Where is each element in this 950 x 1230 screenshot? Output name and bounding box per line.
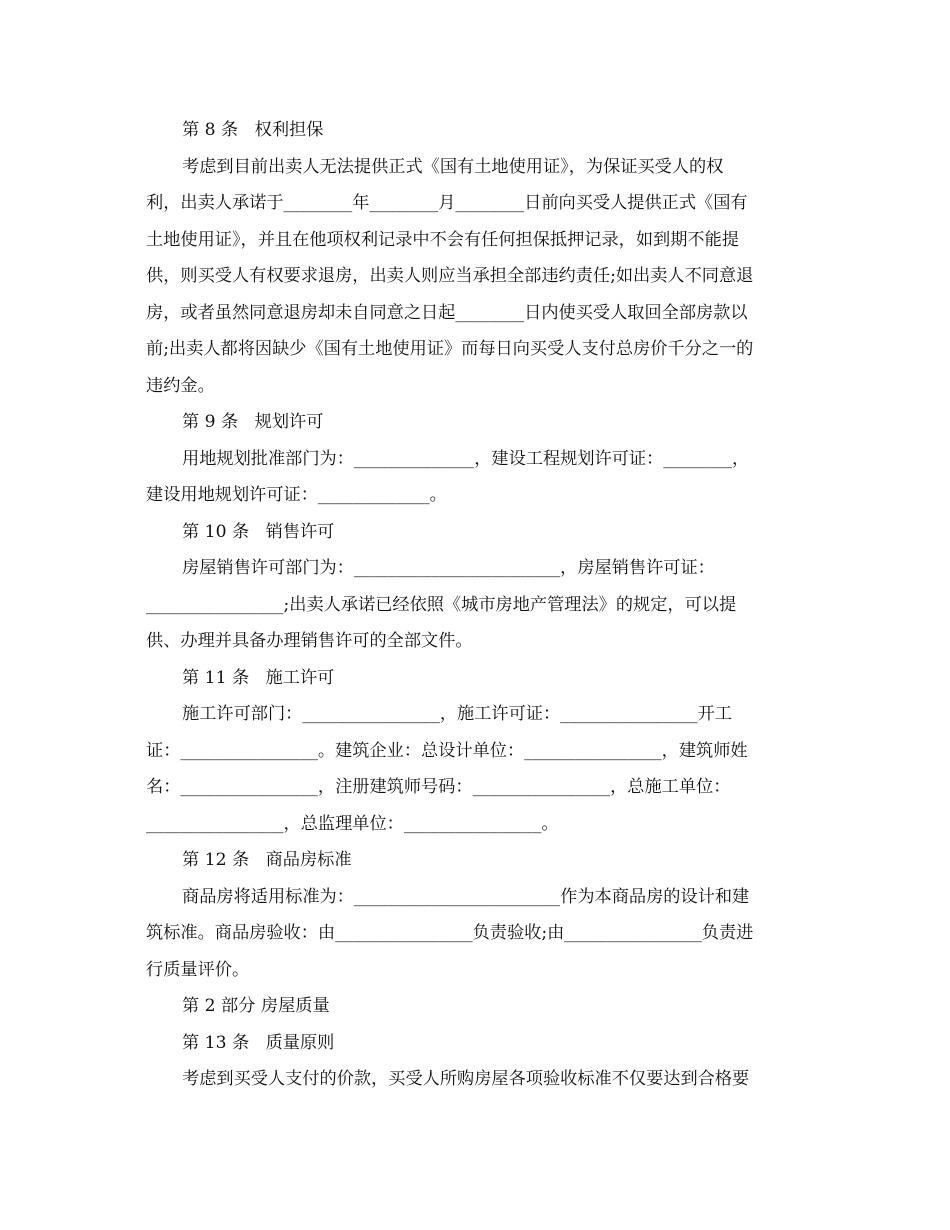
- article-9-heading: 第 9 条 规划许可: [182, 412, 324, 432]
- document-body: [146, 112, 808, 1098]
- text-line: 土地使用证》，并且在他项权利记录中不会有任何担保抵押记录，如到期不能提: [146, 229, 739, 250]
- text-line: 供，则买受人有权要求退房，出卖人则应当承担全部违约责任;如出卖人不同意退: [146, 266, 754, 286]
- text-line: 前;出卖人都将因缺少《国有土地使用证》而每日向买受人支付总房价千分之一的: [146, 339, 754, 359]
- text-line: ________________;出卖人承诺已经依照《城市房地产管理法》的规定，可以提: [146, 594, 737, 615]
- text-line: 证：________________。建筑企业：总设计单位：________________，建筑师姓: [146, 740, 748, 761]
- article-10-heading: 第 10 条 销售许可: [182, 521, 335, 542]
- text-line: 利，出卖人承诺于________年________月________日前向买受人提供正式《国有: [146, 193, 748, 213]
- article-11-heading: 第 11 条 施工许可: [182, 667, 335, 688]
- text-line: 违约金。: [146, 375, 215, 396]
- part-2-heading: 第 2 部分 房屋质量: [182, 996, 330, 1016]
- text-line: ________________，总监理单位：________________。: [146, 813, 559, 834]
- text-line: 商品房将适用标准为：________________________作为本商品房的设计和建: [182, 886, 750, 907]
- text-line: 房，或者虽然同意退房却未自同意之日起________日内使买受人取回全部房款以: [146, 302, 748, 323]
- text-line: 用地规划批准部门为：______________，建设工程规划许可证：________，: [182, 448, 750, 469]
- text-line: 供、办理并具备办理销售许可的全部文件。: [146, 631, 473, 651]
- article-12-heading: 第 12 条 商品房标准: [182, 850, 352, 870]
- text-line: 筑标准。商品房验收：由________________负责验收;由________________负责进: [146, 923, 754, 943]
- text-line: 建设用地规划许可证：_____________。: [146, 485, 447, 505]
- article-8-heading: 第 8 条 权利担保: [182, 120, 324, 140]
- article-13-heading: 第 13 条 质量原则: [182, 1032, 335, 1053]
- text-line: 房屋销售许可部门为：________________________，房屋销售许可证：: [182, 558, 715, 578]
- text-line: 考虑到买受人支付的价款，买受人所购房屋各项验收标准不仅要达到合格要: [182, 1069, 750, 1089]
- text-line: 行质量评价。: [146, 959, 250, 980]
- text-line: 考虑到目前出卖人无法提供正式《国有土地使用证》，为保证买受人的权: [182, 156, 724, 177]
- text-line: 施工许可部门：________________，施工许可证：________________开工: [182, 704, 733, 724]
- text-line: 名：________________，注册建筑师号码：________________，总施工单位：: [146, 777, 731, 797]
